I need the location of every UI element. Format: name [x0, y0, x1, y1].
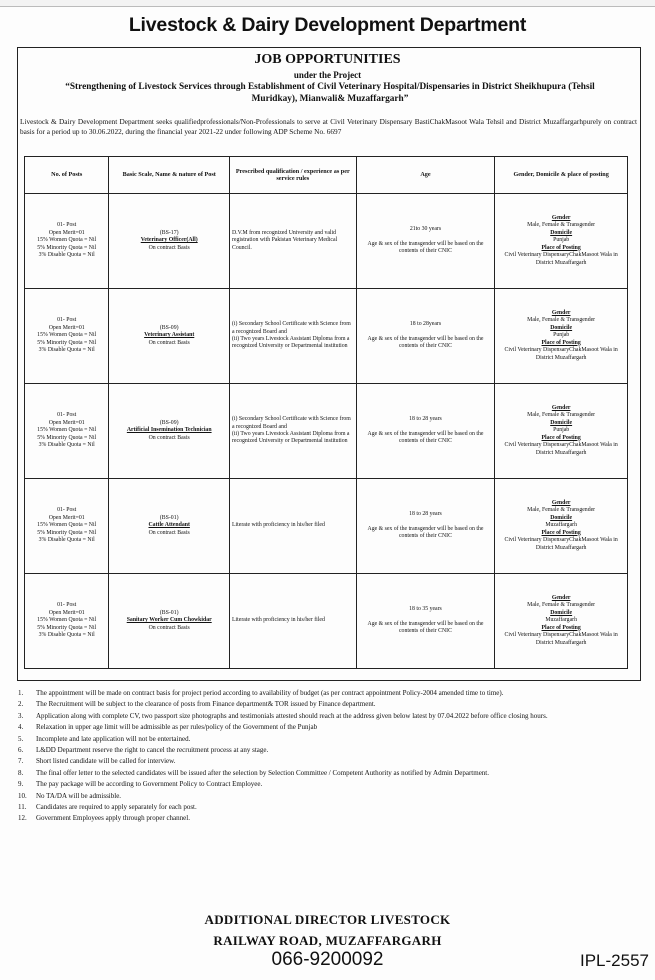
gender-label: Gender [551, 595, 571, 602]
item-text: L&DD Department reserve the right to cancel the recruitment process at any stage. [36, 746, 269, 755]
domicile-label: Domicile [550, 324, 573, 331]
gender-value: Male, Female & Transgender [527, 507, 596, 514]
header-gender-domicile: Gender, Domicile & place of posting [495, 157, 628, 194]
gender-label: Gender [551, 310, 571, 317]
posts-cell: 01- Post Open Merit=01 15% Women Quota = Nil 5% Minority Quota = Nil 3% Disable Quota = Nil [25, 289, 109, 384]
table-row [25, 289, 628, 384]
item-text: Application along with complete CV, two passport size photographs and testimonials attested should reach at the address given below latest by 07.04.2022 before office closing hours. [36, 711, 548, 720]
item-text: Candidates are required to apply separately for each post. [36, 803, 197, 812]
gender-value: Male, Female & Transgender [527, 222, 596, 229]
header-age: Age [356, 157, 495, 194]
job-opportunities-heading: JOB OPPORTUNITIES [254, 52, 401, 67]
list-item [16, 768, 636, 779]
age-cell: 18 to 28 years Age & sex of the transgender will be based on the contents of their CNIC [356, 479, 495, 574]
item-text: Incomplete and late application will not be entertained. [36, 734, 191, 743]
posting-label: Place of Posting [541, 434, 581, 441]
domicile-value: Punjab [553, 332, 570, 339]
post-scale: (BS-17) [159, 229, 179, 236]
header-qualification: Prescribed qualification / experience as per service rules [230, 157, 357, 194]
post-cell [109, 384, 230, 479]
post-nature: On contract Basis [148, 339, 190, 346]
gender-domicile-cell [495, 384, 628, 479]
item-number: 3. [18, 711, 24, 720]
item-text: Short listed candidate will be called for interview. [36, 757, 176, 766]
list-item [16, 813, 636, 824]
posting-label: Place of Posting [541, 624, 581, 631]
post-name: Artificial Insemination Technician [126, 427, 212, 434]
post-cell [109, 289, 230, 384]
post-name: Veterinary Assistant [144, 332, 195, 339]
terms-list [16, 688, 636, 825]
post-nature: On contract Basis [148, 434, 190, 441]
contact-phone: 066-9200092 [271, 949, 384, 970]
item-text: Relaxation in upper age limit will be admissible as per rules/policy of the Government of the Punjab [36, 723, 318, 732]
gender-domicile-cell [495, 479, 628, 574]
domicile-value: Muzaffargarh [545, 617, 577, 624]
item-text: The Recruitment will be subject to the clearance of posts from Finance department& TOR issued by Finance department. [36, 700, 376, 709]
table-row [25, 194, 628, 289]
list-item [16, 699, 636, 710]
post-cell [109, 574, 230, 669]
intro-paragraph: Livestock & Dairy Development Department seeks qualifiedprofessionals/Non-Professionals to serve at Civil Veterinary Dispensary BastiChakMasoot Wala Tehsil and District Muzaffargarhpurely on contract basis for a period up to 30.06.2022, during the financial year 2021-22 under following ADP Scheme No. 6697 [20, 117, 637, 136]
item-number: 7. [18, 757, 24, 766]
domicile-value: Punjab [553, 237, 570, 244]
post-scale: (BS-09) [159, 419, 179, 426]
item-text: No TA/DA will be admissible. [36, 791, 122, 800]
post-name: Veterinary Officer(All) [140, 237, 198, 244]
table-row [25, 574, 628, 669]
header-no-of-posts: No. of Posts [25, 157, 109, 194]
posting-value: Civil Veterinary DispensaryChakMasoot Wala in District Muzaffargarh [504, 442, 618, 456]
domicile-label: Domicile [550, 609, 573, 616]
item-number: 8. [18, 768, 24, 777]
gender-value: Male, Female & Transgender [527, 412, 596, 419]
qualification-cell: Literate with proficiency in his/her filed [230, 479, 357, 574]
post-cell [109, 479, 230, 574]
post-name: Cattle Attendant [148, 522, 190, 529]
item-number: 4. [18, 723, 24, 732]
age-cell: 18 to 28 years Age & sex of the transgender will be based on the contents of their CNIC [356, 384, 495, 479]
post-cell [109, 194, 230, 289]
list-item [16, 711, 636, 722]
list-item [16, 688, 636, 699]
posts-cell: 01- Post Open Merit=01 15% Women Quota = Nil 5% Minority Quota = Nil 3% Disable Quota = Nil [25, 384, 109, 479]
item-number: 12. [18, 814, 27, 823]
signatory-office: ADDITIONAL DIRECTOR LIVESTOCK [204, 912, 451, 927]
list-item [16, 779, 636, 790]
domicile-label: Domicile [550, 419, 573, 426]
post-scale: (BS-01) [159, 609, 179, 616]
posting-value: Civil Veterinary DispensaryChakMasoot Wala in District Muzaffargarh [504, 632, 618, 646]
post-scale: (BS-01) [159, 514, 179, 521]
posting-label: Place of Posting [541, 244, 581, 251]
post-nature: On contract Basis [148, 244, 190, 251]
age-cell: 18 to 35 years Age & sex of the transgender will be based on the contents of their CNIC [356, 574, 495, 669]
post-name: Sanitary Worker Cum Chowkidar [126, 617, 212, 624]
item-text: The appointment will be made on contract basis for project period according to availability of budget (as per contract appointment Policy-2004 amended time to time). [36, 689, 504, 697]
header-scale-name: Basic Scale, Name & nature of Post [109, 157, 230, 194]
posts-cell: 01- Post Open Merit=01 15% Women Quota = Nil 5% Minority Quota = Nil 3% Disable Quota = Nil [25, 574, 109, 669]
domicile-label: Domicile [550, 514, 573, 521]
item-number: 6. [18, 746, 24, 755]
table-row [25, 479, 628, 574]
list-item [16, 756, 636, 767]
list-item [16, 722, 636, 733]
item-text: The final offer letter to the selected candidates will be issued after the selection by Selection Committee / Competent Authority as notified by Admin Department. [36, 768, 489, 777]
gender-label: Gender [551, 215, 571, 222]
post-scale: (BS-09) [159, 324, 179, 331]
qualification-cell: Literate with proficiency in his/her filed [230, 574, 357, 669]
posting-label: Place of Posting [541, 339, 581, 346]
list-item [16, 802, 636, 813]
post-nature: On contract Basis [148, 624, 190, 631]
posting-value: Civil Veterinary DispensaryChakMasoot Wala in District Muzaffargarh [504, 537, 618, 551]
age-cell: 21to 30 years Age & sex of the transgender will be based on the contents of their CNIC [356, 194, 495, 289]
gender-value: Male, Female & Transgender [527, 602, 596, 609]
gender-domicile-cell [495, 194, 628, 289]
posting-value: Civil Veterinary DispensaryChakMasoot Wala in District Muzaffargarh [504, 252, 618, 266]
project-name: “Strengthening of Livestock Services through Establishment of Civil Veterinary Hospital/Dispensaries in District Sheikhupura (Tehsil Muridkay), Mianwali& Muzaffargarh” [65, 82, 595, 104]
item-number: 11. [18, 803, 27, 812]
qualification-cell: D.V.M from recognized University and valid registration with Pakistan Veterinary Medical Council. [230, 194, 357, 289]
gender-label: Gender [551, 500, 571, 507]
gender-value: Male, Female & Transgender [527, 317, 596, 324]
domicile-value: Muzaffargarh [545, 522, 577, 529]
under-project-label: under the Project [293, 70, 362, 80]
signatory-address: RAILWAY ROAD, MUZAFFARGARH [213, 933, 442, 948]
item-number: 10. [18, 791, 27, 800]
posts-cell: 01- Post Open Merit=01 15% Women Quota = Nil 5% Minority Quota = Nil 3% Disable Quota = Nil [25, 479, 109, 574]
list-item [16, 734, 636, 745]
post-nature: On contract Basis [148, 529, 190, 536]
item-text: The pay package will be according to Government Policy to Contract Employee. [36, 780, 263, 789]
item-number: 2. [18, 700, 24, 709]
posts-cell: 01- Post Open Merit=01 15% Women Quota = Nil 5% Minority Quota = Nil 3% Disable Quota = Nil [25, 194, 109, 289]
item-number: 5. [18, 734, 24, 743]
posting-label: Place of Posting [541, 529, 581, 536]
item-number: 9. [18, 780, 24, 789]
table-header-row [25, 157, 628, 194]
gender-domicile-cell [495, 574, 628, 669]
gender-domicile-cell [495, 289, 628, 384]
department-title: Livestock & Dairy Development Department [128, 14, 527, 36]
domicile-value: Punjab [553, 427, 570, 434]
qualification-cell: (i) Secondary School Certificate with Science from a recognized Board and (ii) Two years Livestock Assistant Diploma from a recognized University or Departmental institution [230, 384, 357, 479]
top-clipping-edge [0, 0, 655, 7]
list-item [16, 745, 636, 756]
item-text: Government Employees apply through proper channel. [36, 814, 190, 823]
list-item [16, 791, 636, 802]
gender-label: Gender [551, 405, 571, 412]
age-cell: 18 to 28years Age & sex of the transgender will be based on the contents of their CNIC [356, 289, 495, 384]
posting-value: Civil Veterinary DispensaryChakMasoot Wala in District Muzaffargarh [504, 347, 618, 361]
domicile-label: Domicile [550, 229, 573, 236]
job-table [24, 156, 628, 669]
item-number: 1. [18, 689, 24, 697]
ipl-reference: IPL-2557 [580, 951, 649, 970]
qualification-cell: (i) Secondary School Certificate with Science from a recognized Board and (ii) Two years Livestock Assistant Diploma from a recognized University or Departmental institution [230, 289, 357, 384]
table-row [25, 384, 628, 479]
